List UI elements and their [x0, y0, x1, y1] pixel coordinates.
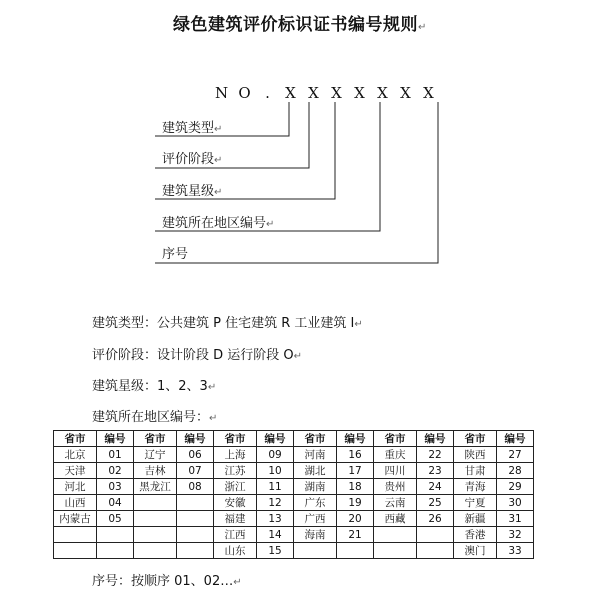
code-cell: 16 — [337, 447, 374, 463]
code-cell: 24 — [417, 479, 454, 495]
table-row — [54, 479, 534, 495]
code-cell — [417, 543, 454, 559]
code-cell: 17 — [337, 463, 374, 479]
label-evaluation-stage: 评价阶段↵ — [162, 152, 223, 167]
province-cell — [374, 527, 417, 543]
code-char: . — [265, 84, 270, 102]
code-cell: 05 — [97, 511, 134, 527]
province-cell: 黑龙江 — [134, 479, 177, 495]
province-cell: 海南 — [294, 527, 337, 543]
province-cell: 青海 — [454, 479, 497, 495]
code-cell: 33 — [497, 543, 534, 559]
province-cell: 福建 — [214, 511, 257, 527]
code-cell: 21 — [337, 527, 374, 543]
table-row — [54, 447, 534, 463]
code-cell: 09 — [257, 447, 294, 463]
label-region-code: 建筑所在地区编号↵ — [162, 216, 275, 231]
province-cell: 江西 — [214, 527, 257, 543]
code-cell: 30 — [497, 495, 534, 511]
province-cell: 宁夏 — [454, 495, 497, 511]
code-cell: 18 — [337, 479, 374, 495]
code-cell — [177, 495, 214, 511]
code-cell: 11 — [257, 479, 294, 495]
province-cell — [134, 543, 177, 559]
code-cell — [177, 527, 214, 543]
province-cell: 甘肃 — [454, 463, 497, 479]
province-cell: 山东 — [214, 543, 257, 559]
table-header-cell: 省市 — [454, 431, 497, 447]
table-header-cell: 编号 — [417, 431, 454, 447]
label-building-type: 建筑类型↵ — [162, 121, 223, 136]
code-cell: 20 — [337, 511, 374, 527]
province-cell: 贵州 — [374, 479, 417, 495]
return-mark: ↵ — [418, 22, 427, 33]
code-char: X — [377, 84, 388, 102]
code-cell: 25 — [417, 495, 454, 511]
table-row — [54, 495, 534, 511]
code-cell — [337, 543, 374, 559]
desc-region-heading: 建筑所在地区编号：↵ — [92, 410, 218, 425]
table-row — [54, 511, 534, 527]
province-cell: 河南 — [294, 447, 337, 463]
code-cell: 23 — [417, 463, 454, 479]
province-cell: 香港 — [454, 527, 497, 543]
table-header-cell: 省市 — [134, 431, 177, 447]
code-cell: 10 — [257, 463, 294, 479]
code-cell: 12 — [257, 495, 294, 511]
code-char: X — [354, 84, 365, 102]
code-cell: 13 — [257, 511, 294, 527]
code-char: N — [214, 84, 229, 102]
code-char: X — [331, 84, 342, 102]
table-header-cell: 编号 — [97, 431, 134, 447]
province-cell: 广东 — [294, 495, 337, 511]
code-cell: 31 — [497, 511, 534, 527]
code-cell — [177, 511, 214, 527]
table-row — [54, 543, 534, 559]
desc-evaluation-stage: 评价阶段：设计阶段 D 运行阶段 O↵ — [92, 348, 303, 363]
province-cell: 浙江 — [214, 479, 257, 495]
province-cell: 天津 — [54, 463, 97, 479]
province-cell: 湖南 — [294, 479, 337, 495]
province-cell: 吉林 — [134, 463, 177, 479]
region-code-table — [53, 430, 534, 559]
table-header-cell: 编号 — [337, 431, 374, 447]
province-cell — [374, 543, 417, 559]
province-cell: 湖北 — [294, 463, 337, 479]
province-cell — [134, 495, 177, 511]
table-header-cell: 省市 — [214, 431, 257, 447]
code-cell: 06 — [177, 447, 214, 463]
code-cell: 26 — [417, 511, 454, 527]
code-cell: 03 — [97, 479, 134, 495]
province-cell — [134, 511, 177, 527]
province-cell: 四川 — [374, 463, 417, 479]
title-text: 绿色建筑评价标识证书编号规则 — [173, 15, 419, 35]
table-header-cell: 编号 — [257, 431, 294, 447]
table-header-row — [54, 431, 534, 447]
desc-serial: 序号：按顺序 01、02…↵ — [92, 574, 242, 589]
code-char: X — [400, 84, 411, 102]
province-cell: 江苏 — [214, 463, 257, 479]
table-header-cell: 省市 — [54, 431, 97, 447]
table-header-cell: 编号 — [497, 431, 534, 447]
province-cell: 西藏 — [374, 511, 417, 527]
province-cell — [134, 527, 177, 543]
province-cell: 广西 — [294, 511, 337, 527]
province-cell: 上海 — [214, 447, 257, 463]
code-cell — [97, 543, 134, 559]
province-cell: 重庆 — [374, 447, 417, 463]
province-cell: 河北 — [54, 479, 97, 495]
province-cell — [294, 543, 337, 559]
province-cell: 澳门 — [454, 543, 497, 559]
code-cell: 07 — [177, 463, 214, 479]
desc-building-type: 建筑类型：公共建筑 P 住宅建筑 R 工业建筑 I↵ — [92, 316, 363, 331]
code-cell — [97, 527, 134, 543]
table-header-cell: 省市 — [294, 431, 337, 447]
code-char: X — [285, 84, 296, 102]
province-cell: 辽宁 — [134, 447, 177, 463]
province-cell: 山西 — [54, 495, 97, 511]
province-cell: 云南 — [374, 495, 417, 511]
table-header-cell: 省市 — [374, 431, 417, 447]
code-cell: 14 — [257, 527, 294, 543]
code-cell: 29 — [497, 479, 534, 495]
desc-star-level: 建筑星级：1、2、3↵ — [92, 379, 217, 394]
province-cell: 内蒙古 — [54, 511, 97, 527]
label-star-level: 建筑星级↵ — [162, 184, 223, 199]
label-serial: 序号 — [162, 247, 189, 262]
table-row — [54, 527, 534, 543]
code-cell: 15 — [257, 543, 294, 559]
code-cell: 19 — [337, 495, 374, 511]
province-cell: 陕西 — [454, 447, 497, 463]
code-char: O — [238, 84, 251, 102]
code-char: X — [423, 84, 434, 102]
province-cell: 安徽 — [214, 495, 257, 511]
code-cell — [177, 543, 214, 559]
table-row — [54, 463, 534, 479]
code-cell: 04 — [97, 495, 134, 511]
code-cell — [417, 527, 454, 543]
code-cell: 32 — [497, 527, 534, 543]
code-char: X — [308, 84, 319, 102]
province-cell — [54, 527, 97, 543]
province-cell: 新疆 — [454, 511, 497, 527]
province-cell — [54, 543, 97, 559]
table-header-cell: 编号 — [177, 431, 214, 447]
province-cell: 北京 — [54, 447, 97, 463]
code-cell: 22 — [417, 447, 454, 463]
code-cell: 08 — [177, 479, 214, 495]
code-cell: 28 — [497, 463, 534, 479]
code-cell: 02 — [97, 463, 134, 479]
code-cell: 01 — [97, 447, 134, 463]
code-cell: 27 — [497, 447, 534, 463]
